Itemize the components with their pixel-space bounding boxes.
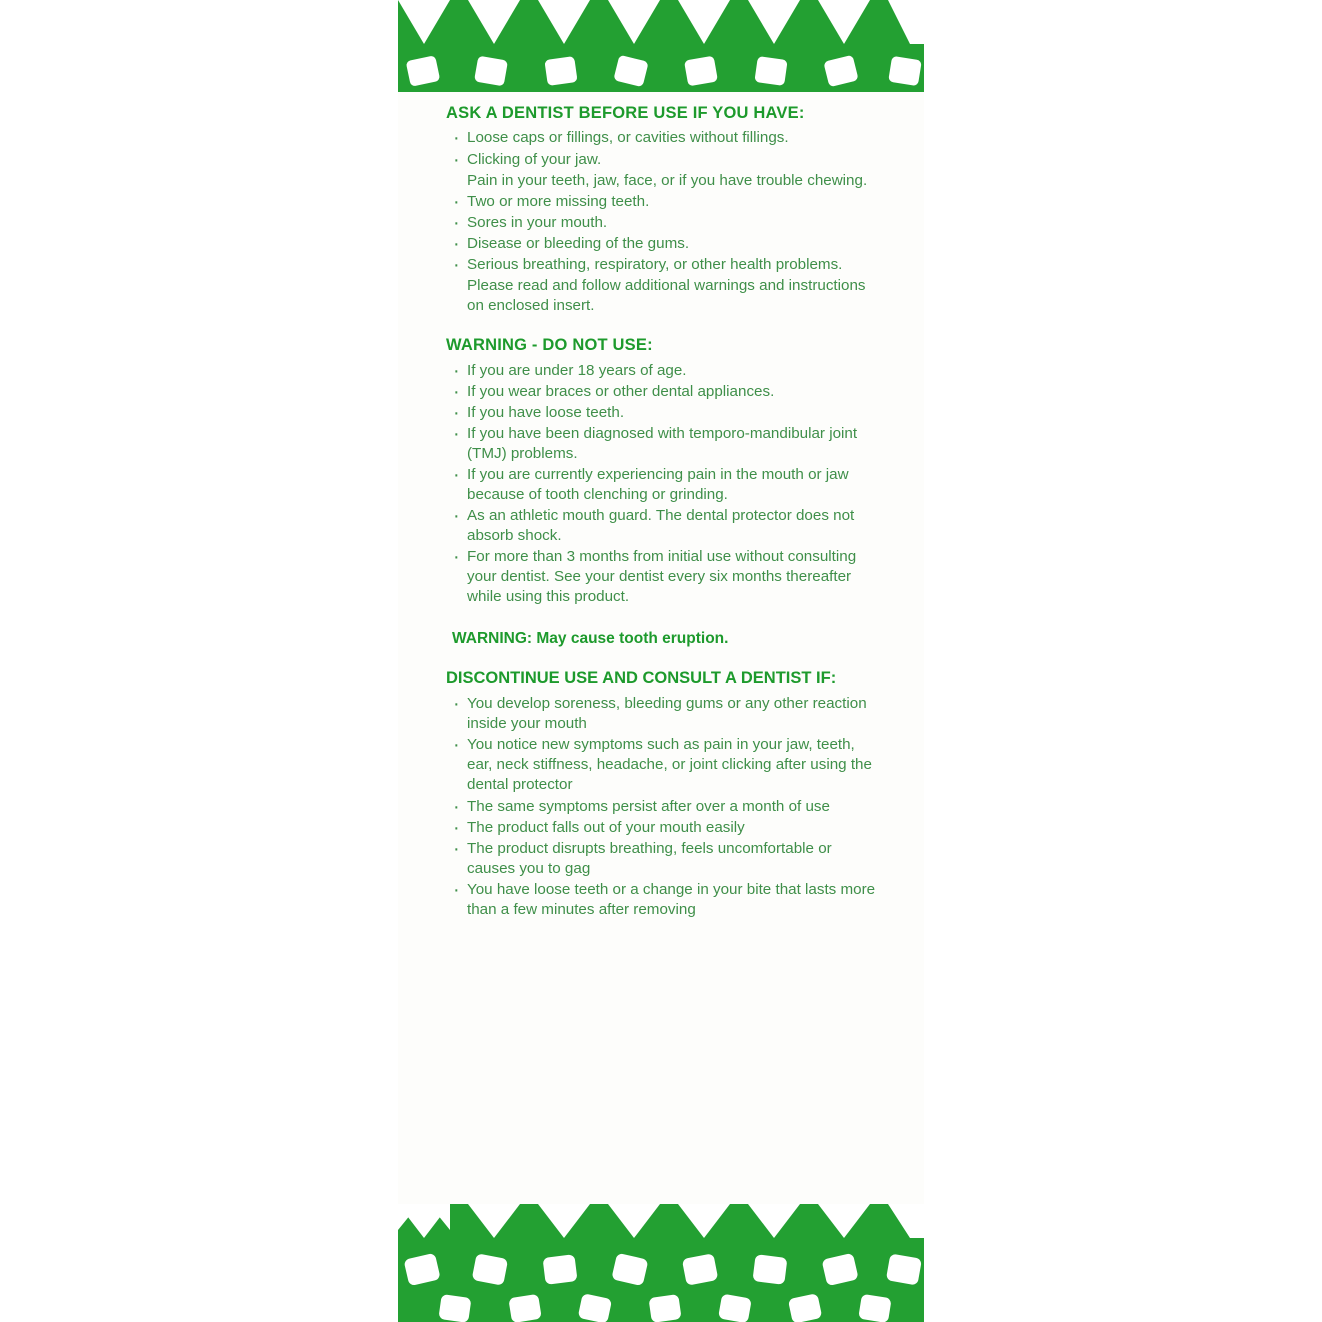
list-item: · As an athletic mouth guard. The dental protector does not absorb shock. (446, 506, 878, 546)
do-not-use-list (446, 361, 878, 608)
tooth-eruption-warning (446, 629, 878, 649)
discontinue-list (446, 694, 878, 920)
warning-text: May cause tooth eruption. (532, 630, 729, 648)
list-item: · You develop soreness, bleeding gums or any other reaction inside your mouth (446, 694, 878, 734)
list-item: · You have loose teeth or a change in your bite that lasts more than a few minutes after removing (446, 880, 878, 920)
list-item: · If you are currently experiencing pain in the mouth or jaw because of tooth clenching or grinding. (446, 465, 878, 505)
list-item: · Disease or bleeding of the gums. (446, 234, 878, 254)
list-item: · The product disrupts breathing, feels uncomfortable or causes you to gag (446, 839, 878, 879)
list-item: · The product falls out of your mouth easily (446, 818, 878, 838)
list-item: · If you wear braces or other dental appliances. (446, 382, 878, 402)
tooth-pattern-top-icon (398, 0, 924, 92)
package-side-panel (398, 0, 924, 1322)
discontinue-heading: DISCONTINUE USE AND CONSULT A DENTIST IF: (446, 669, 837, 688)
list-item: · Two or more missing teeth. (446, 192, 878, 212)
list-item: · You notice new symptoms such as pain in your jaw, teeth, ear, neck stiffness, headache, or joint clicking after using the dental protector (446, 735, 878, 795)
list-item: · Serious breathing, respiratory, or other health problems. (446, 255, 878, 275)
list-item: · If you are under 18 years of age. (446, 361, 878, 381)
bottom-green-tooth-band (398, 1204, 924, 1322)
list-item: Pain in your teeth, jaw, face, or if you have trouble chewing. (467, 171, 868, 189)
warning-label: WARNING: (452, 630, 533, 648)
ask-dentist-list (446, 128, 878, 274)
top-green-tooth-band (398, 0, 924, 92)
list-item: · If you have loose teeth. (446, 403, 878, 423)
ask-dentist-note: Please read and follow additional warnings and instructions on enclosed insert. (467, 276, 866, 314)
do-not-use-heading: WARNING - DO NOT USE: (446, 336, 653, 355)
list-item: · Loose caps or fillings, or cavities without fillings. (446, 128, 878, 148)
list-item: · The same symptoms persist after over a month of use (446, 797, 878, 817)
ask-dentist-heading: ASK A DENTIST BEFORE USE IF YOU HAVE: (446, 104, 805, 122)
list-item: · For more than 3 months from initial use without consulting your dentist. See your dentist every six months thereafter while using this product. (446, 547, 878, 607)
list-item: · Clicking of your jaw. (446, 150, 878, 170)
tooth-pattern-bottom-icon (398, 1204, 924, 1322)
list-item: · If you have been diagnosed with temporo-mandibular joint (TMJ) problems. (446, 424, 878, 464)
warnings-content (446, 104, 878, 921)
list-item: · Sores in your mouth. (446, 213, 878, 233)
